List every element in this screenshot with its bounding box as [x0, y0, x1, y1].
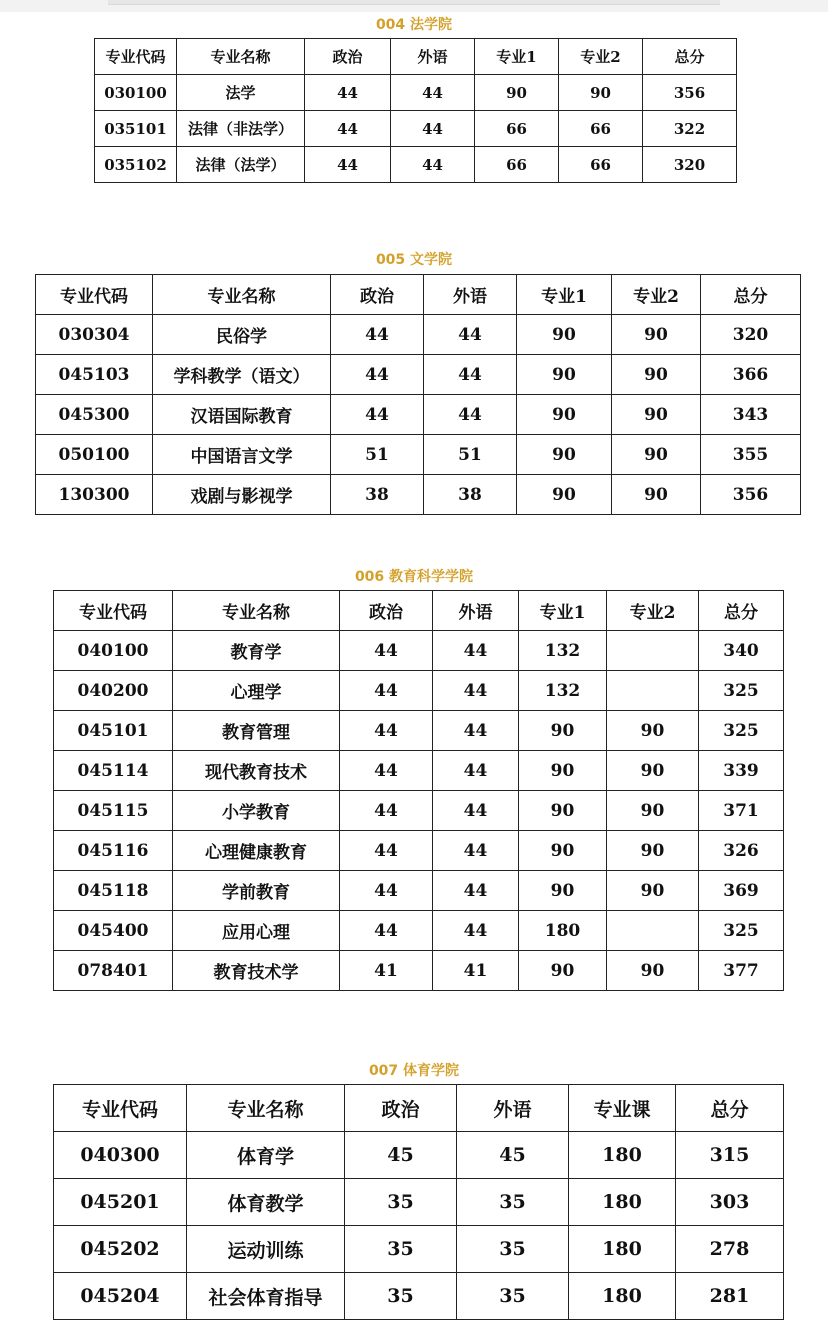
section-title-005: 005 文学院 [375, 252, 453, 268]
top-bar [0, 0, 828, 12]
cell-major2 [607, 631, 699, 671]
cell-major1: 132 [519, 631, 607, 671]
table-row [95, 111, 737, 147]
table-row [36, 435, 801, 475]
header-cell: 专业代码 [54, 1085, 187, 1132]
table-row [54, 831, 784, 871]
table-row [36, 315, 801, 355]
cell-major1: 90 [517, 395, 612, 435]
score-table-007 [53, 1084, 784, 1320]
cell-code: 078401 [54, 951, 173, 991]
header-cell: 专业名称 [173, 591, 340, 631]
score-table-005 [35, 274, 801, 515]
cell-language: 44 [391, 147, 475, 183]
cell-code: 030304 [36, 315, 153, 355]
table-row [54, 871, 784, 911]
score-table-006 [53, 590, 784, 991]
header-cell: 总分 [643, 39, 737, 75]
cell-total: 377 [699, 951, 784, 991]
cell-name: 社会体育指导 [187, 1273, 345, 1320]
table-row [54, 1226, 784, 1273]
cell-total: 320 [643, 147, 737, 183]
cell-name: 体育学 [187, 1132, 345, 1179]
cell-language: 44 [433, 871, 519, 911]
cell-major: 180 [569, 1179, 676, 1226]
cell-language: 44 [391, 75, 475, 111]
section-title-004: 004 法学院 [375, 17, 453, 33]
cell-major2: 90 [607, 751, 699, 791]
cell-code: 045103 [36, 355, 153, 395]
header-cell: 专业代码 [36, 275, 153, 315]
cell-language: 44 [433, 711, 519, 751]
header-cell: 外语 [424, 275, 517, 315]
cell-code: 045400 [54, 911, 173, 951]
cell-total: 303 [676, 1179, 784, 1226]
cell-politics: 44 [331, 395, 424, 435]
cell-politics: 45 [345, 1132, 457, 1179]
header-cell: 政治 [340, 591, 433, 631]
cell-total: 281 [676, 1273, 784, 1320]
cell-major1: 66 [475, 147, 559, 183]
cell-language: 35 [457, 1226, 569, 1273]
cell-code: 045202 [54, 1226, 187, 1273]
cell-total: 339 [699, 751, 784, 791]
cell-major2: 90 [612, 475, 701, 515]
cell-language: 35 [457, 1179, 569, 1226]
cell-major: 180 [569, 1226, 676, 1273]
table-header-row [95, 39, 737, 75]
cell-politics: 44 [340, 871, 433, 911]
cell-major2: 66 [559, 111, 643, 147]
cell-politics: 38 [331, 475, 424, 515]
cell-major1: 90 [519, 751, 607, 791]
top-bar-line [108, 0, 720, 5]
cell-code: 130300 [36, 475, 153, 515]
cell-code: 040300 [54, 1132, 187, 1179]
cell-major: 180 [569, 1132, 676, 1179]
cell-major2: 66 [559, 147, 643, 183]
cell-language: 44 [433, 751, 519, 791]
header-cell: 专业代码 [54, 591, 173, 631]
cell-major2: 90 [612, 395, 701, 435]
cell-major2: 90 [612, 315, 701, 355]
cell-code: 045115 [54, 791, 173, 831]
cell-language: 44 [433, 631, 519, 671]
cell-total: 325 [699, 671, 784, 711]
table-row [54, 911, 784, 951]
cell-name: 法学 [177, 75, 305, 111]
cell-major1: 90 [519, 711, 607, 751]
cell-politics: 35 [345, 1273, 457, 1320]
cell-name: 学科教学（语文） [153, 355, 331, 395]
cell-language: 44 [433, 671, 519, 711]
table-row [54, 1132, 784, 1179]
cell-major1: 90 [517, 475, 612, 515]
cell-major2: 90 [612, 355, 701, 395]
cell-major1: 90 [517, 355, 612, 395]
cell-name: 民俗学 [153, 315, 331, 355]
cell-major1: 90 [519, 871, 607, 911]
section-title-007: 007 体育学院 [368, 1063, 460, 1079]
cell-total: 320 [701, 315, 801, 355]
cell-politics: 44 [331, 355, 424, 395]
cell-code: 030100 [95, 75, 177, 111]
table-header-row [54, 1085, 784, 1132]
cell-politics: 44 [305, 147, 391, 183]
table-row [54, 951, 784, 991]
cell-code: 045204 [54, 1273, 187, 1320]
table-row [54, 1273, 784, 1320]
cell-language: 44 [424, 395, 517, 435]
cell-language: 44 [424, 355, 517, 395]
cell-code: 045118 [54, 871, 173, 911]
cell-total: 322 [643, 111, 737, 147]
cell-code: 045116 [54, 831, 173, 871]
table-row [54, 791, 784, 831]
cell-name: 戏剧与影视学 [153, 475, 331, 515]
header-cell: 总分 [676, 1085, 784, 1132]
cell-code: 045114 [54, 751, 173, 791]
header-cell: 专业名称 [187, 1085, 345, 1132]
section-title-006: 006 教育科学学院 [354, 569, 474, 585]
cell-total: 325 [699, 711, 784, 751]
cell-politics: 51 [331, 435, 424, 475]
cell-politics: 44 [340, 911, 433, 951]
cell-politics: 44 [340, 751, 433, 791]
table-row [54, 1179, 784, 1226]
cell-name: 心理学 [173, 671, 340, 711]
cell-major2: 90 [559, 75, 643, 111]
cell-major1: 90 [517, 435, 612, 475]
header-cell: 政治 [331, 275, 424, 315]
cell-major1: 180 [519, 911, 607, 951]
cell-politics: 44 [340, 791, 433, 831]
cell-major1: 90 [517, 315, 612, 355]
cell-name: 汉语国际教育 [153, 395, 331, 435]
table-row [54, 631, 784, 671]
header-cell: 专业2 [612, 275, 701, 315]
table-row [54, 671, 784, 711]
cell-major1: 90 [519, 831, 607, 871]
header-cell: 专业代码 [95, 39, 177, 75]
cell-politics: 44 [340, 831, 433, 871]
cell-total: 326 [699, 831, 784, 871]
cell-major1: 66 [475, 111, 559, 147]
table-header-row [54, 591, 784, 631]
cell-code: 035101 [95, 111, 177, 147]
cell-major1: 90 [519, 791, 607, 831]
cell-name: 中国语言文学 [153, 435, 331, 475]
cell-total: 340 [699, 631, 784, 671]
header-cell: 专业1 [475, 39, 559, 75]
cell-total: 366 [701, 355, 801, 395]
cell-name: 法律（非法学） [177, 111, 305, 147]
cell-code: 045201 [54, 1179, 187, 1226]
cell-name: 教育学 [173, 631, 340, 671]
table-row [54, 751, 784, 791]
table-row [36, 355, 801, 395]
cell-language: 41 [433, 951, 519, 991]
cell-language: 44 [391, 111, 475, 147]
cell-language: 44 [433, 791, 519, 831]
table-row [36, 475, 801, 515]
cell-major2: 90 [612, 435, 701, 475]
table-row [95, 147, 737, 183]
cell-language: 51 [424, 435, 517, 475]
cell-total: 356 [701, 475, 801, 515]
header-cell: 政治 [345, 1085, 457, 1132]
header-cell: 专业名称 [177, 39, 305, 75]
cell-major2 [607, 911, 699, 951]
cell-language: 44 [433, 911, 519, 951]
table-row [54, 711, 784, 751]
cell-politics: 44 [340, 671, 433, 711]
cell-language: 45 [457, 1132, 569, 1179]
cell-code: 045300 [36, 395, 153, 435]
cell-name: 现代教育技术 [173, 751, 340, 791]
cell-language: 44 [424, 315, 517, 355]
cell-name: 教育技术学 [173, 951, 340, 991]
cell-major1: 90 [519, 951, 607, 991]
cell-total: 343 [701, 395, 801, 435]
cell-total: 371 [699, 791, 784, 831]
cell-total: 356 [643, 75, 737, 111]
cell-total: 278 [676, 1226, 784, 1273]
cell-name: 小学教育 [173, 791, 340, 831]
cell-language: 35 [457, 1273, 569, 1320]
header-cell: 外语 [391, 39, 475, 75]
table-header-row [36, 275, 801, 315]
cell-code: 045101 [54, 711, 173, 751]
cell-name: 心理健康教育 [173, 831, 340, 871]
cell-name: 应用心理 [173, 911, 340, 951]
header-cell: 专业2 [607, 591, 699, 631]
cell-name: 运动训练 [187, 1226, 345, 1273]
header-cell: 专业1 [517, 275, 612, 315]
cell-language: 38 [424, 475, 517, 515]
cell-politics: 44 [340, 631, 433, 671]
header-cell: 政治 [305, 39, 391, 75]
cell-politics: 35 [345, 1179, 457, 1226]
cell-politics: 44 [340, 711, 433, 751]
cell-total: 355 [701, 435, 801, 475]
cell-major2: 90 [607, 711, 699, 751]
cell-code: 035102 [95, 147, 177, 183]
cell-name: 学前教育 [173, 871, 340, 911]
cell-politics: 41 [340, 951, 433, 991]
cell-major1: 90 [475, 75, 559, 111]
header-cell: 专业名称 [153, 275, 331, 315]
header-cell: 专业课 [569, 1085, 676, 1132]
cell-code: 050100 [36, 435, 153, 475]
cell-code: 040100 [54, 631, 173, 671]
cell-major2: 90 [607, 871, 699, 911]
cell-major2 [607, 671, 699, 711]
cell-major2: 90 [607, 951, 699, 991]
cell-major2: 90 [607, 791, 699, 831]
header-cell: 总分 [699, 591, 784, 631]
cell-code: 040200 [54, 671, 173, 711]
cell-total: 315 [676, 1132, 784, 1179]
cell-politics: 44 [305, 111, 391, 147]
table-row [36, 395, 801, 435]
cell-major2: 90 [607, 831, 699, 871]
cell-major1: 132 [519, 671, 607, 711]
cell-politics: 44 [331, 315, 424, 355]
cell-politics: 35 [345, 1226, 457, 1273]
header-cell: 专业1 [519, 591, 607, 631]
cell-major: 180 [569, 1273, 676, 1320]
score-table-004 [94, 38, 737, 183]
cell-language: 44 [433, 831, 519, 871]
header-cell: 总分 [701, 275, 801, 315]
header-cell: 外语 [457, 1085, 569, 1132]
cell-name: 教育管理 [173, 711, 340, 751]
cell-total: 325 [699, 911, 784, 951]
cell-name: 法律（法学） [177, 147, 305, 183]
header-cell: 专业2 [559, 39, 643, 75]
table-row [95, 75, 737, 111]
cell-name: 体育教学 [187, 1179, 345, 1226]
header-cell: 外语 [433, 591, 519, 631]
cell-politics: 44 [305, 75, 391, 111]
cell-total: 369 [699, 871, 784, 911]
